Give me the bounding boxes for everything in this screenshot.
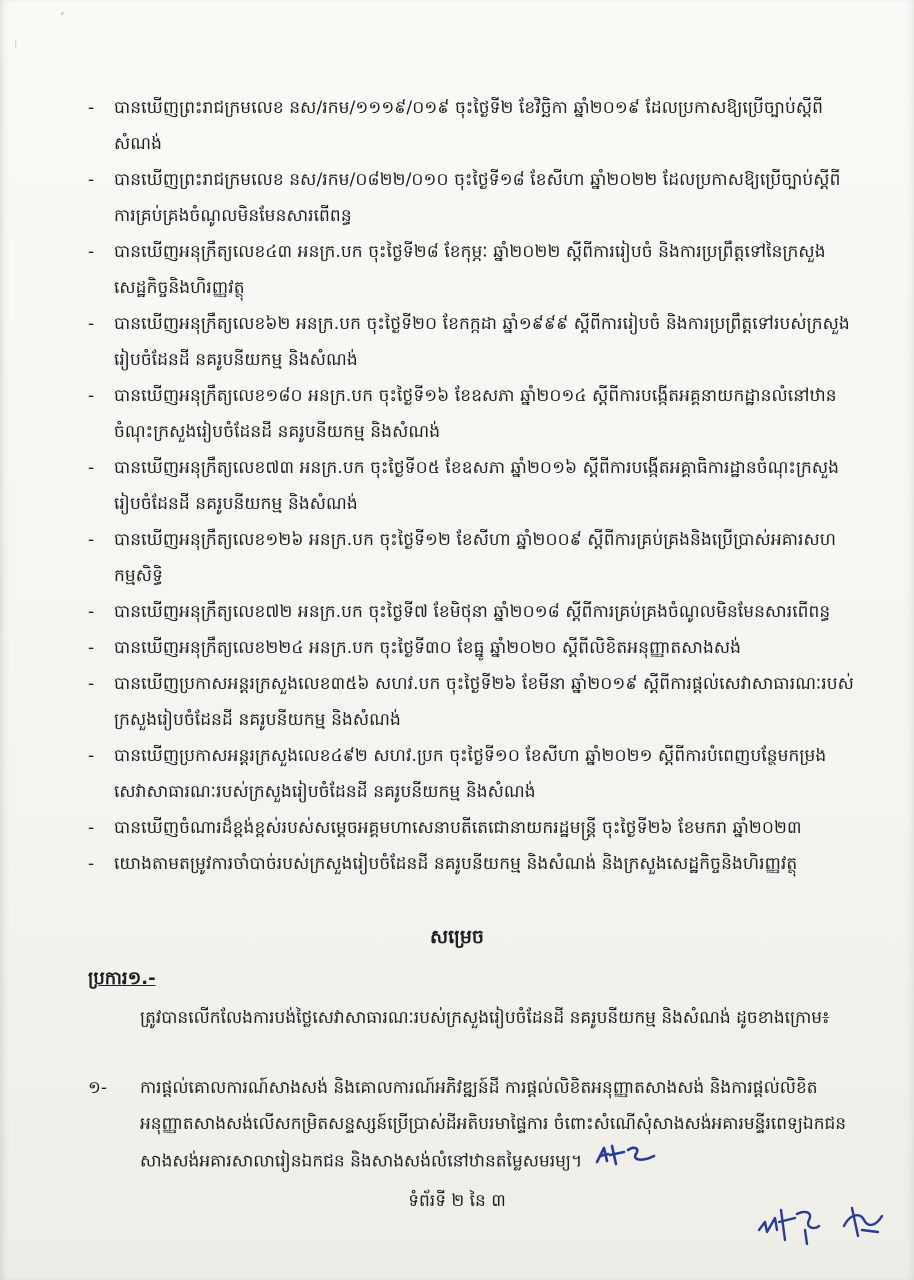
clause-dash: -: [88, 602, 95, 622]
clause-text: បានឃើញចំណារដ៏ខ្ពង់ខ្ពស់របស់សម្តេចអគ្គមហាសេនាបតីតេជោនាយករដ្ឋមន្ត្រី ចុះថ្ងៃទី២៦ ខែមករា ឆ្នាំ២០២៣: [114, 818, 802, 838]
margin-mark: ⁝: [14, 38, 18, 51]
preamble-clause: [88, 738, 858, 810]
preamble-clause: [88, 162, 858, 234]
handwritten-initial-icon: [594, 1142, 658, 1181]
page-number: ទំព័រទី ២ នៃ ៣: [408, 1191, 506, 1211]
clause-dash: -: [88, 386, 95, 406]
preamble-clause: [88, 810, 858, 846]
clause-text: បានឃើញអនុក្រឹត្យលេខ៤៣ អនក្រ.បក ចុះថ្ងៃទី២៨ ខែកុម្ភៈ ឆ្នាំ២០២២ ស្តីពីការរៀបចំ និងការប្រព្រឹត្តទៅនៃក្រសួងសេដ្ឋកិច្ចនិងហិរញ្ញវត្ថុ: [114, 242, 826, 298]
preamble-clause: [88, 522, 858, 594]
signature-initial-icon: [755, 1200, 823, 1252]
corner-mark: ˊ: [58, 12, 65, 28]
clause-dash: -: [88, 638, 95, 658]
clause-dash: -: [88, 242, 95, 262]
clause-text: បានឃើញអនុក្រឹត្យលេខ២២៤ អនក្រ.បក ចុះថ្ងៃទី៣០ ខែធ្នូ ឆ្នាំ២០២០ ស្តីពីលិខិតអនុញ្ញាតសាងសង់: [114, 638, 742, 658]
clause-dash: -: [88, 818, 95, 838]
item-number: ១-: [88, 1078, 108, 1098]
decision-heading: សម្រេច: [430, 926, 484, 948]
preamble-clause: [88, 666, 858, 738]
clause-dash: -: [88, 98, 95, 118]
clause-text: បានឃើញអនុក្រឹត្យលេខ១២៦ អនក្រ.បក ចុះថ្ងៃទី១២ ខែសីហា ឆ្នាំ២០០៩ ស្តីពីការគ្រប់គ្រងនិងប្រើប្រាស់អគារសហកម្មសិទ្ធិ: [114, 530, 837, 586]
clause-text: យោងតាមតម្រូវការចាំបាច់របស់ក្រសួងរៀបចំដែនដី នគរូបនីយកម្ម និងសំណង់ និងក្រសួងសេដ្ឋកិច្ចនិងហិរញ្ញវត្ថុ: [114, 854, 798, 874]
clause-text: បានឃើញព្រះរាជក្រមលេខ នស/រកម/១១១៩/០១៩ ចុះថ្ងៃទី២ ខែវិច្ឆិកា ឆ្នាំ២០១៩ ដែលប្រកាសឱ្យប្រើច្បាប់ស្តីពីសំណង់: [114, 98, 824, 154]
clause-dash: -: [88, 314, 95, 334]
preamble-clause: [88, 306, 858, 378]
clause-text: បានឃើញប្រកាសអន្តរក្រសួងលេខ៤៩២ សហវ.ប្រក ចុះថ្ងៃទី១០ ខែសីហា ឆ្នាំ២០២១ ស្តីពីការបំពេញបន្ថែមកម្រងសេវាសាធារណៈរបស់ក្រសួងរៀបចំដែនដី នគរូបនីយកម្ម និងសំណង់: [114, 746, 827, 802]
clause-text: បានឃើញអនុក្រឹត្យលេខ៧២ អនក្រ.បក ចុះថ្ងៃទី៧ ខែមិថុនា ឆ្នាំ២០១៨ ស្តីពីការគ្រប់គ្រងចំណូលមិនមែនសារពើពន្ធ: [114, 602, 831, 622]
preamble-clause: [88, 846, 858, 882]
preamble-clause: [88, 90, 858, 162]
preamble-clause: [88, 594, 858, 630]
clause-text: បានឃើញអនុក្រឹត្យលេខ១៨០ អនក្រ.បក ចុះថ្ងៃទី១៦ ខែឧសភា ឆ្នាំ២០១៤ ស្តីពីការបង្កើតអគ្គនាយកដ្ឋានលំនៅឋានចំណុះក្រសួងរៀបចំដែនដី នគរូបនីយកម្ម និងសំណង់: [114, 386, 837, 442]
clause-text: បានឃើញអនុក្រឹត្យលេខ៧៣ អនក្រ.បក ចុះថ្ងៃទី០៥ ខែឧសភា ឆ្នាំ២០១៦ ស្តីពីការបង្កើតអគ្គាធិការដ្ឋានចំណុះក្រសួងរៀបចំដែនដី នគរូបនីយកម្ម និងសំណង់: [114, 458, 840, 514]
clause-dash: -: [88, 170, 95, 190]
clause-dash: -: [88, 674, 95, 694]
clause-text: បានឃើញប្រកាសអន្តរក្រសួងលេខ៣៥៦ សហវ.បក ចុះថ្ងៃទី២៦ ខែមីនា ឆ្នាំ២០១៩ ស្តីពីការផ្តល់សេវាសាធារណៈរបស់ក្រសួងរៀបចំដែនដី នគរូបនីយកម្ម និងសំណង់: [114, 674, 854, 730]
clause-dash: -: [88, 458, 95, 478]
preamble-clause: [88, 378, 858, 450]
item-text: ការផ្តល់គោលការណ៍សាងសង់ និងគោលការណ៍អភិវឌ្ឍន៍ដី ការផ្តល់លិខិតអនុញ្ញាតសាងសង់ និងការផ្តល់លិខិតអនុញ្ញាតសាងសង់លើសកម្រិតសន្ទស្សន៍ប្រើប្រាស់ដីអតិបរមាផ្ទៃការ ចំពោះសំណើសុំសាងសង់អគារមន្ទីរពេទ្យឯកជន សាងសង់អគារសាលារៀនឯកជន និងសាងសង់លំនៅឋានតម្លៃសមរម្យ។: [140, 1078, 847, 1172]
article-title: ប្រការ១.-: [88, 968, 156, 989]
article-body: ត្រូវបានលើកលែងការបង់ថ្លៃសេវាសាធារណៈរបស់ក្រសួងរៀបចំដែនដី នគរូបនីយកម្ម និងសំណង់ ដូចខាងក្រោម៖: [140, 1008, 830, 1028]
signature-mark-icon: [838, 1202, 890, 1246]
article-item: [88, 1070, 858, 1181]
clause-text: បានឃើញអនុក្រឹត្យលេខ៦២ អនក្រ.បក ចុះថ្ងៃទី២០ ខែកក្កដា ឆ្នាំ១៩៩៩ ស្តីពីការរៀបចំ និងការប្រព្រឹត្តទៅរបស់ក្រសួងរៀបចំដែនដី នគរូបនីយកម្ម និងសំណង់: [114, 314, 850, 370]
preamble-clause: [88, 630, 858, 666]
clause-text: បានឃើញព្រះរាជក្រមលេខ នស/រកម/០៨២២/០១០ ចុះថ្ងៃទី១៨ ខែសីហា ឆ្នាំ២០២២ ដែលប្រកាសឱ្យប្រើច្បាប់ស្តីពីការគ្រប់គ្រងចំណូលមិនមែនសារពើពន្ធ: [114, 170, 841, 226]
preamble-clause: [88, 450, 858, 522]
clause-dash: -: [88, 854, 95, 874]
preamble-clause: [88, 234, 858, 306]
clause-dash: -: [88, 530, 95, 550]
clause-dash: -: [88, 746, 95, 766]
preamble-clause-list: [88, 90, 858, 882]
